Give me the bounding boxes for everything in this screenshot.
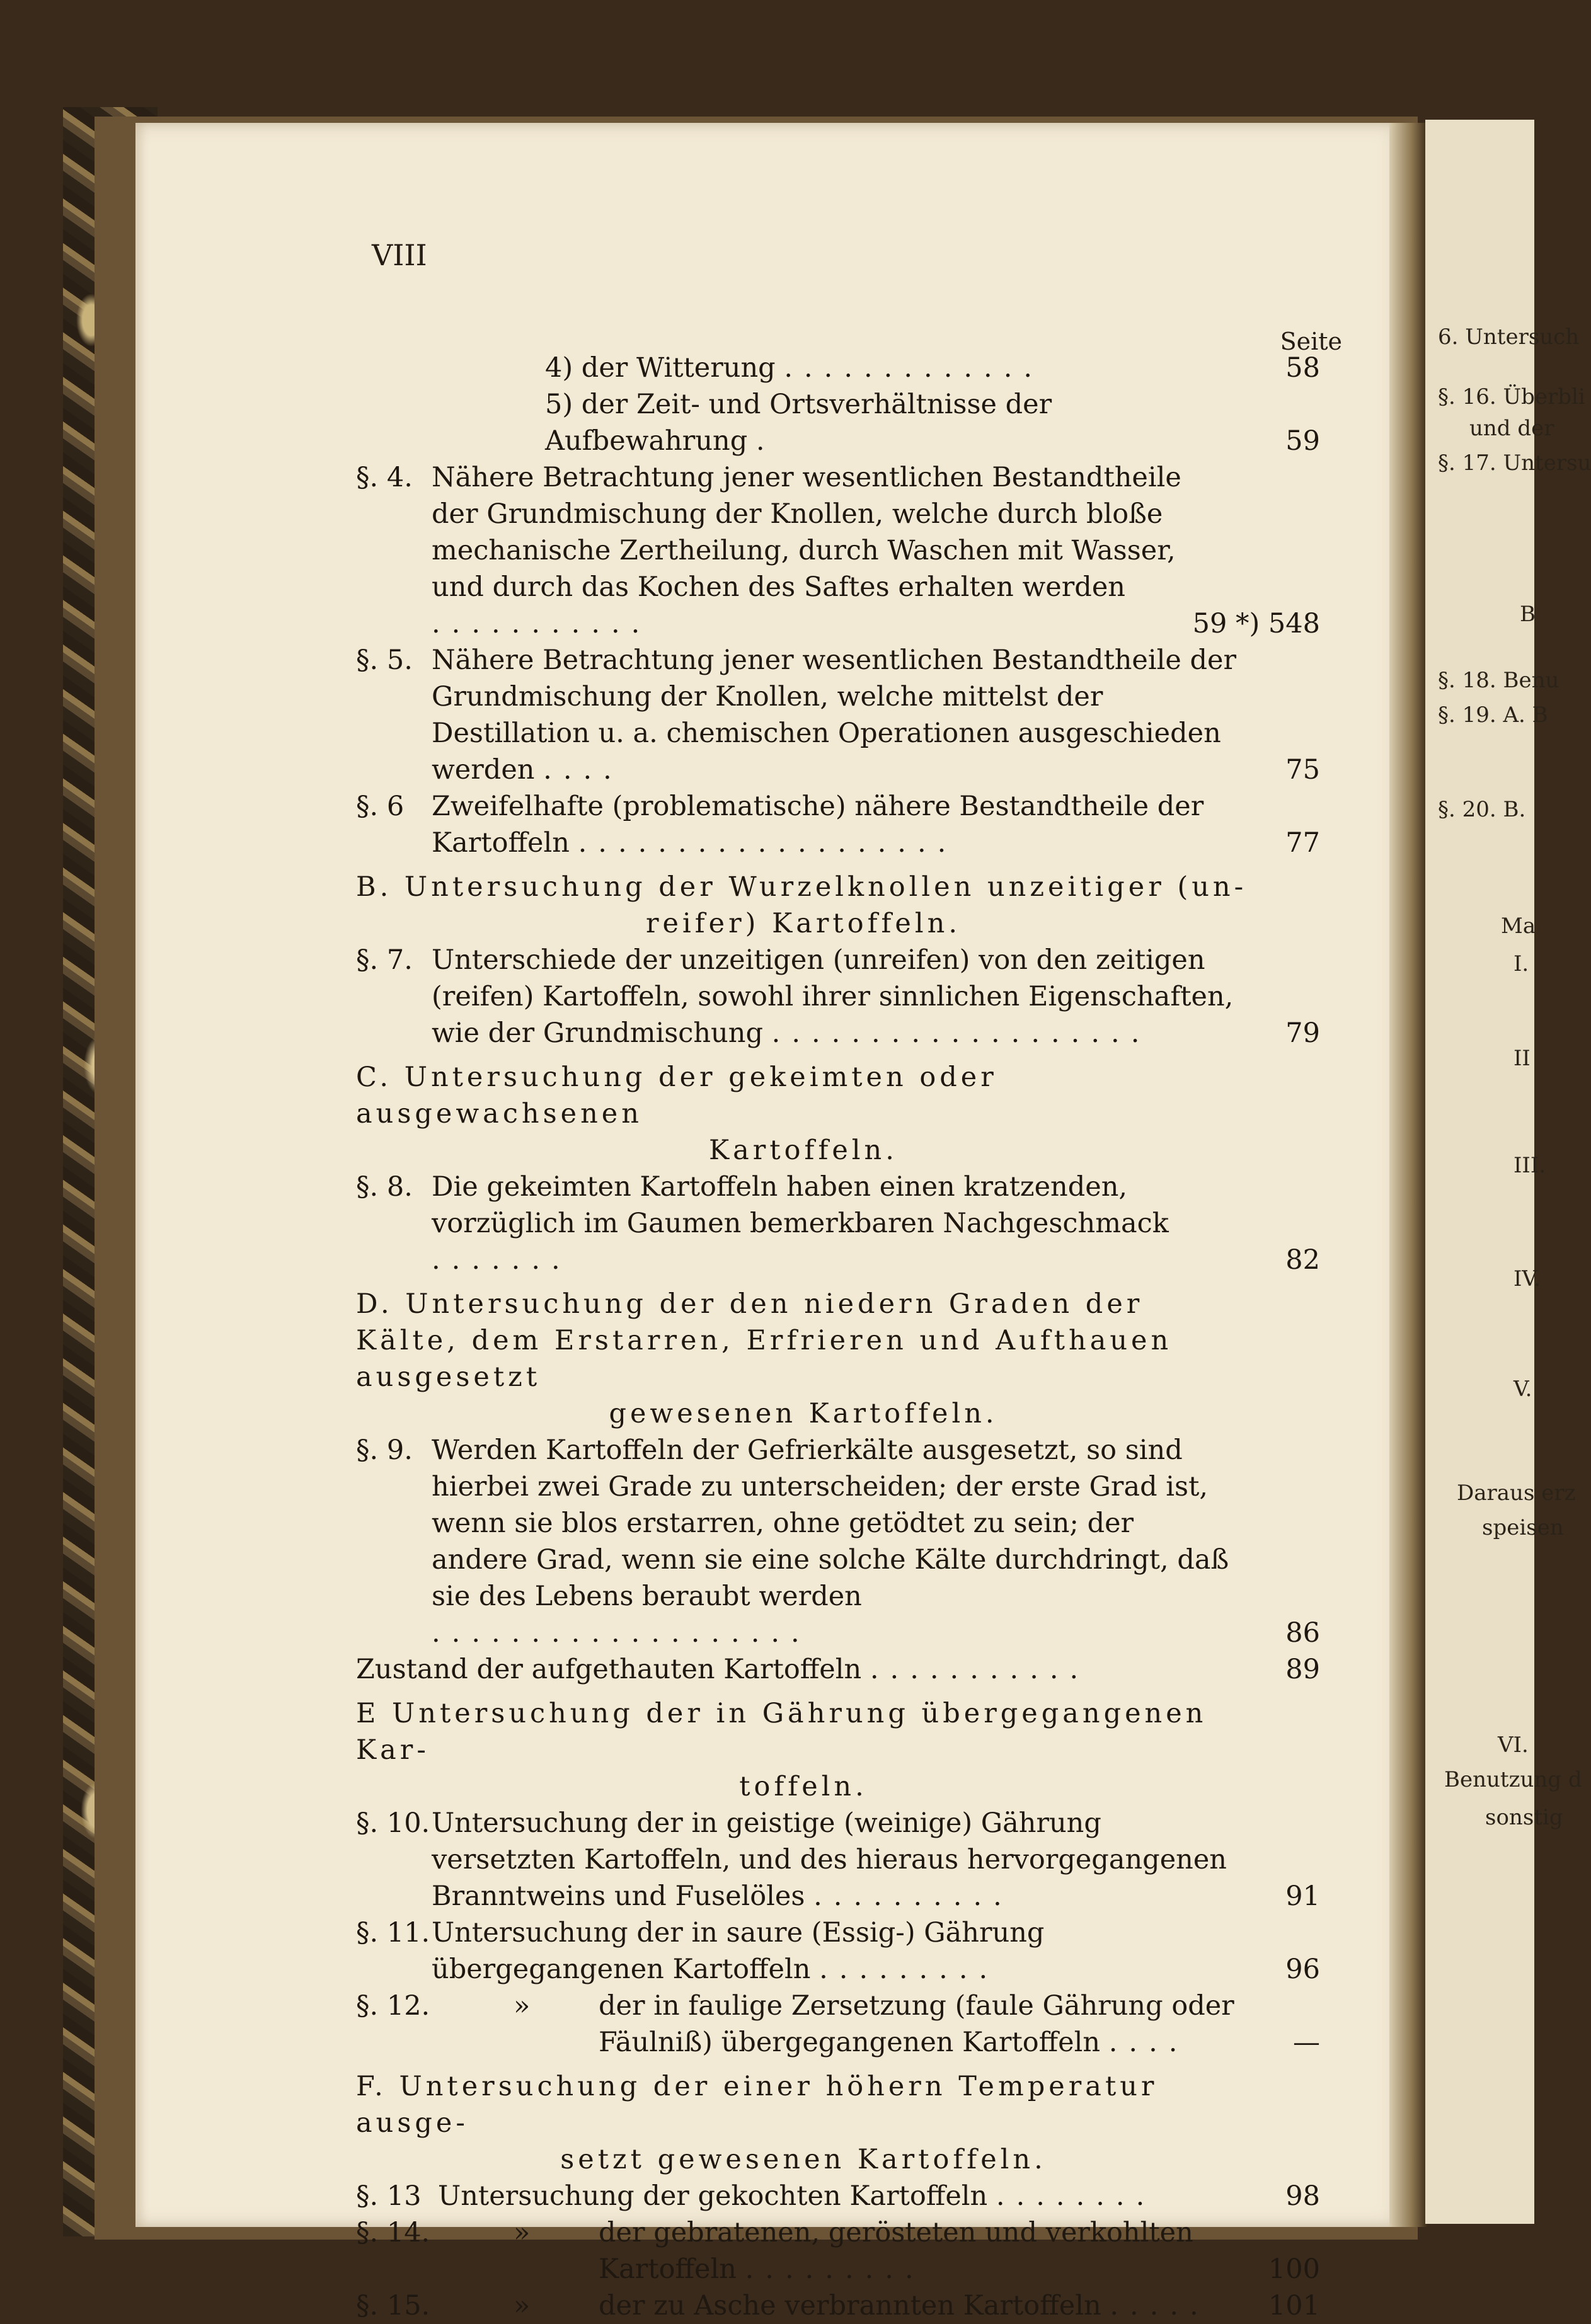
toc-page-number: 82: [1285, 1244, 1320, 1276]
toc-entry: §. 5. Nähere Betrachtung jener wesentlichen Bestandtheile der Grundmischung der Knollen, welche mittelst der Destillation u. a. chemischen Operationen ausgeschieden werden .... 75: [356, 642, 1320, 788]
right-page-line: und der: [1469, 416, 1554, 441]
toc-entry: §. 9. Werden Kartoffeln der Gefrierkälte ausgesetzt, so sind hierbei zwei Grade zu unterscheiden; der erste Grad ist, wenn sie blos erstarren, ohne getödtet zu sein; der andere Grad, wenn sie eine solche Kälte durchdringt, daß sie des Lebens beraubt werden ................... 86: [356, 1432, 1320, 1651]
section-number: §. 7.: [356, 944, 413, 976]
toc-entry: §. 10. Untersuchung der in geistige (weinige) Gährung versetzten Kartoffeln, und des hieraus hervorgegangenen Branntweins und Fuselöles .......... 91: [356, 1805, 1320, 1915]
right-page-line: III.: [1513, 1153, 1546, 1178]
section-number: §. 11.: [356, 1917, 430, 1949]
toc-entry: §. 7. Unterschiede der unzeitigen (unreifen) von den zeitigen (reifen) Kartoffeln, sowohl ihrer sinnlichen Eigenschaften, wie der Grundmischung ................... 79: [356, 942, 1320, 1051]
ditto-mark: »: [514, 2217, 531, 2248]
toc-entry-text: 5) der Zeit- und Ortsverhältnisse der Aufbewahrung: [545, 389, 1052, 457]
toc-entry: §. 14. » der gebratenen, gerösteten und verkohlten Kartoffeln ......... 100: [356, 2214, 1320, 2287]
page-number: VIII: [372, 238, 427, 272]
section-number: §. 12.: [356, 1990, 430, 2022]
right-page-line: speisen: [1482, 1515, 1564, 1540]
right-page-line: VI.: [1498, 1732, 1529, 1758]
toc-entry-text: Nähere Betrachtung jener wesentlichen Bestandtheile der Grundmischung der Knollen, welche durch bloße mechanische Zertheilung, durch Waschen mit Wasser, und durch das Kochen des Saftes erhalten werden: [432, 462, 1181, 603]
section-number: §. 9.: [356, 1434, 413, 1466]
ditto-mark: »: [514, 2290, 531, 2321]
section-heading-line: gewesenen Kartoffeln.: [609, 1398, 998, 1429]
right-page-line: Ma: [1501, 913, 1536, 939]
section-heading-line: toffeln.: [739, 1771, 868, 1802]
toc-page-number: 100: [1268, 2253, 1320, 2285]
toc-page-number: 101: [1268, 2290, 1320, 2321]
section-number: §. 4.: [356, 462, 413, 493]
right-page-line: §. 18. Benu: [1438, 668, 1559, 693]
book-gutter: [1389, 123, 1427, 2227]
toc-section-heading: [356, 1059, 1320, 1169]
section-heading-line: F. Untersuchung der einer höhern Temperatur ausge-: [356, 2071, 1158, 2139]
toc-page-number: 98: [1285, 2180, 1320, 2212]
toc-page-number: 58: [1285, 352, 1320, 384]
toc-page-number: 91: [1285, 1880, 1320, 1912]
right-page-line: §. 17. Untersu: [1438, 450, 1591, 476]
right-page-line: Daraus erz: [1457, 1480, 1576, 1506]
toc-entry-text: Nähere Betrachtung jener wesentlichen Bestandtheile der Grundmischung der Knollen, welche mittelst der Destillation u. a. chemischen Operationen ausgeschieden werden: [432, 644, 1237, 786]
toc-section-heading: [356, 1286, 1320, 1432]
right-page-line: §. 16. Überbli: [1438, 384, 1585, 409]
toc-section-heading: [356, 869, 1320, 942]
toc-entry-text: Werden Kartoffeln der Gefrierkälte ausgesetzt, so sind hierbei zwei Grade zu unterscheiden; der erste Grad ist, wenn sie blos erstarren, ohne getödtet zu sein; der andere Grad, wenn sie eine solche Kälte durchdringt, daß sie des Lebens beraubt werden: [432, 1434, 1229, 1612]
section-number: §. 15.: [356, 2290, 430, 2321]
toc-page-number: 86: [1285, 1617, 1320, 1649]
toc-entry: 5) der Zeit- und Ortsverhältnisse der Aufbewahrung . 59: [356, 386, 1320, 459]
right-page-line: 6. Untersuch: [1438, 324, 1580, 350]
section-heading-line: C. Untersuchung der gekeimten oder ausgewachsenen: [356, 1062, 997, 1130]
toc-entry-text: Die gekeimten Kartoffeln haben einen kratzenden, vorzüglich im Gaumen bemerkbaren Nachgeschmack: [432, 1171, 1169, 1239]
right-page-line: I.: [1513, 951, 1529, 976]
right-page-line: Benutzung d: [1444, 1767, 1582, 1792]
toc-entry: §. 12. » der in faulige Zersetzung (faule Gährung oder Fäulniß) übergegangenen Kartoffeln .... —: [356, 1988, 1320, 2061]
section-number: §. 13: [356, 2180, 422, 2212]
right-page-line: IV.: [1513, 1266, 1541, 1291]
toc-section-heading: [356, 2068, 1320, 2178]
right-page-line: §. 19. A. B: [1438, 702, 1548, 728]
ditto-mark: »: [514, 1990, 531, 2022]
table-of-contents: [356, 350, 1320, 2324]
right-page-fragment: [1425, 120, 1591, 2224]
section-heading-line: Kartoffeln.: [709, 1135, 898, 1166]
toc-entry-text: Untersuchung der in saure (Essig-) Gährung übergegangenen Kartoffeln: [432, 1917, 1045, 1985]
toc-entry-text: Unterschiede der unzeitigen (unreifen) von den zeitigen (reifen) Kartoffeln, sowohl ihrer sinnlichen Eigenschaften, wie der Grundmischung: [432, 944, 1234, 1049]
toc-page-number: —: [1293, 2027, 1320, 2058]
toc-section-heading: [356, 1695, 1320, 1805]
section-heading-line: B. Untersuchung der Wurzelknollen unzeitiger (un-: [356, 871, 1248, 903]
toc-page-number: 75: [1285, 754, 1320, 786]
section-number: §. 5.: [356, 644, 413, 676]
right-page-line: V.: [1513, 1377, 1532, 1402]
toc-entry: §. 15. » der zu Asche verbrannten Kartoffeln ..... 101: [356, 2287, 1320, 2324]
toc-entry: §. 4. Nähere Betrachtung jener wesentlichen Bestandtheile der Grundmischung der Knollen, welche durch bloße mechanische Zertheilung, durch Waschen mit Wasser, und durch das Kochen des Saftes erhalten werden ........... 59 *) 548: [356, 459, 1320, 642]
toc-entry: §. 13 Untersuchung der gekochten Kartoffeln ........ 98: [356, 2178, 1320, 2214]
toc-entry-text: der gebratenen, gerösteten und verkohlten Kartoffeln: [599, 2217, 1193, 2285]
toc-entry-text: Untersuchung der in geistige (weinige) Gährung versetzten Kartoffeln, und des hieraus hervorgegangenen Branntweins und Fuselöles: [432, 1807, 1227, 1912]
section-number: §. 10.: [356, 1807, 430, 1839]
right-page-line: B: [1520, 602, 1536, 627]
toc-entry-text: Zweifelhafte (problematische) nähere Bestandtheile der Kartoffeln: [432, 791, 1204, 859]
toc-entry: §. 6 Zweifelhafte (problematische) nähere Bestandtheile der Kartoffeln ................... 77: [356, 788, 1320, 861]
section-heading-line: reifer) Kartoffeln.: [646, 908, 961, 939]
section-number: §. 8.: [356, 1171, 413, 1203]
right-page-line: §. 20. B.: [1438, 797, 1526, 822]
section-heading-line: E Untersuchung der in Gährung übergegangenen Kar-: [356, 1698, 1207, 1766]
right-page-line: sonstig: [1485, 1805, 1563, 1830]
toc-page-number: 89: [1285, 1654, 1320, 1685]
toc-entry-text: der in faulige Zersetzung (faule Gährung oder Fäulniß) übergegangenen Kartoffeln: [599, 1990, 1234, 2058]
toc-page-number: 59: [1285, 425, 1320, 457]
section-heading-line: setzt gewesenen Kartoffeln.: [560, 2144, 1047, 2175]
toc-entry-text: Untersuchung der gekochten Kartoffeln: [438, 2180, 988, 2212]
toc-page-number: 77: [1285, 827, 1320, 859]
toc-page-number: 79: [1285, 1017, 1320, 1049]
section-heading-line: D. Untersuchung der den niedern Graden der Kälte, dem Erstarren, Erfrieren und Aufthauen ausgesetzt: [356, 1288, 1173, 1393]
toc-entry: §. 8. Die gekeimten Kartoffeln haben einen kratzenden, vorzüglich im Gaumen bemerkbaren Nachgeschmack ....... 82: [356, 1169, 1320, 1278]
toc-entry-text: Zustand der aufgethauten Kartoffeln: [356, 1654, 862, 1685]
seite-column-label: Seite: [1280, 328, 1342, 355]
toc-entry-text: 4) der Witterung: [545, 352, 776, 384]
toc-page-number: 96: [1285, 1954, 1320, 1985]
toc-page-number: 59 *) 548: [1192, 608, 1320, 639]
right-page-line: II: [1513, 1046, 1531, 1071]
toc-entry-text: der zu Asche verbrannten Kartoffeln: [599, 2290, 1101, 2321]
toc-entry: Zustand der aufgethauten Kartoffeln ........... 89: [356, 1651, 1320, 1688]
toc-entry: 4) der Witterung ............. 58: [356, 350, 1320, 386]
section-number: §. 6: [356, 791, 405, 822]
toc-entry: §. 11. Untersuchung der in saure (Essig-) Gährung übergegangenen Kartoffeln ......... 96: [356, 1915, 1320, 1988]
section-number: §. 14.: [356, 2217, 430, 2248]
